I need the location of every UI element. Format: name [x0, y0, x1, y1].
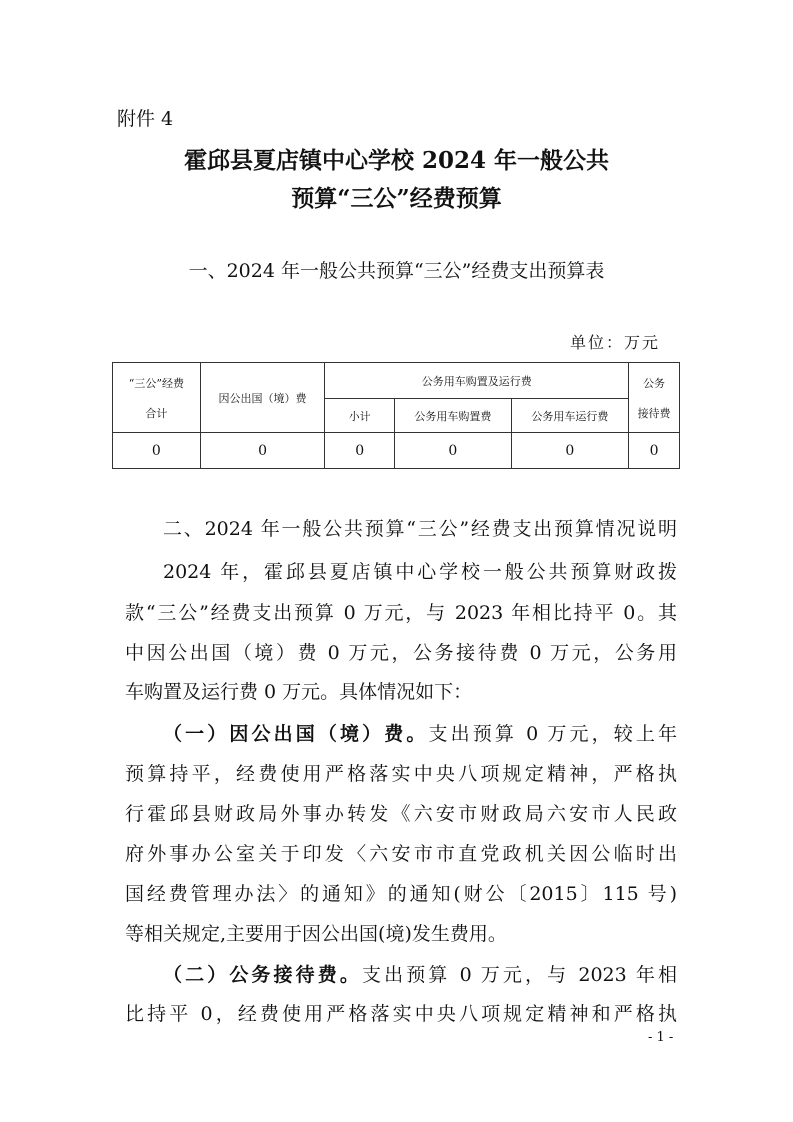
unit-label: 单位：万元	[570, 333, 661, 352]
para-line: 车购置及运行费 0 万元。具体情况如下：	[125, 681, 473, 703]
header-car-purchase: 公务用车购置费	[395, 399, 512, 433]
para-line: 行霍邱县财政局外事办转发《六安市财政局六安市人民政	[125, 803, 677, 825]
header-car: 公务用车购置及运行费	[325, 363, 629, 399]
para-line	[163, 719, 677, 746]
para-line: 等相关规定,主要用于因公出国(境)发生费用。	[125, 923, 507, 945]
header-total-line1: “三公”经费	[128, 376, 184, 390]
header-reception-line1: 公务	[643, 376, 666, 390]
section-1-heading: 一、2024 年一般公共预算“三公”经费支出预算表	[188, 260, 605, 282]
header-reception-line2: 接待费	[637, 406, 671, 420]
para-line: 比持平 0，经费使用严格落实中央八项规定精神和严格执	[125, 1003, 677, 1025]
section-2-heading: 二、2024 年一般公共预算“三公”经费支出预算情况说明	[163, 518, 677, 540]
para-line: 中因公出国（境）费 0 万元，公务接待费 0 万元，公务用	[125, 642, 677, 664]
budget-table	[112, 362, 680, 469]
cell-car-purchase: 0	[395, 433, 512, 469]
para-line: 府外事办公室关于印发〈六安市市直党政机关因公临时出	[125, 843, 677, 865]
para-line: 款“三公”经费支出预算 0 万元，与 2023 年相比持平 0。其	[125, 602, 677, 624]
para-line: 国经费管理办法〉的通知》的通知(财公〔2015〕115 号)	[125, 883, 677, 905]
header-reception	[629, 363, 680, 433]
header-total-line2: 合计	[145, 406, 168, 420]
cell-abroad: 0	[200, 433, 325, 469]
cell-reception: 0	[629, 433, 680, 469]
para-line	[163, 960, 677, 987]
subheading-reception: （二）公务接待费。	[163, 964, 362, 986]
cell-car-operation: 0	[511, 433, 629, 469]
para-line: 2024 年，霍邱县夏店镇中心学校一般公共预算财政拨	[163, 561, 677, 583]
para-text: 支出预算 0 万元，较上年	[428, 723, 677, 745]
attachment-label: 附件 4	[117, 108, 174, 130]
header-abroad: 因公出国（境）费	[200, 363, 325, 433]
cell-total: 0	[113, 433, 201, 469]
header-total	[113, 363, 201, 433]
header-subtotal: 小计	[325, 399, 395, 433]
table-row	[113, 433, 680, 469]
page-number: - 1 -	[648, 1030, 674, 1045]
doc-title-line-1: 霍邱县夏店镇中心学校 2024 年一般公共	[183, 147, 610, 174]
header-car-operation: 公务用车运行费	[511, 399, 629, 433]
subheading-abroad: （一）因公出国（境）费。	[163, 723, 429, 745]
doc-title-line-2: 预算“三公”经费预算	[291, 185, 502, 212]
cell-subtotal: 0	[325, 433, 395, 469]
para-line: 预算持平，经费使用严格落实中央八项规定精神，严格执	[125, 763, 677, 785]
para-text: 支出预算 0 万元，与 2023 年相	[361, 964, 677, 986]
